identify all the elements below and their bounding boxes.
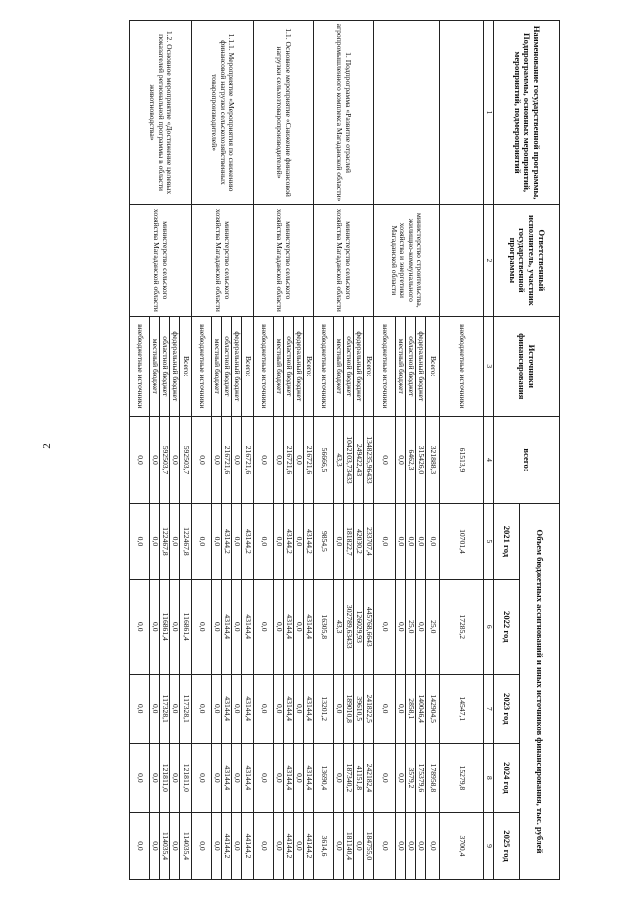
year-value: 0,0 [274, 743, 284, 812]
year-value: 241822,5 [364, 674, 374, 743]
year-value: 0,0 [192, 743, 212, 812]
funding-source: внебюджетные источники [192, 316, 212, 416]
year-value: 181140,4 [344, 812, 354, 879]
header-year: 2025 год [494, 812, 520, 879]
year-value: 0,0 [150, 579, 160, 674]
funding-source: Всего: [364, 316, 374, 416]
year-value: 142904,5 [426, 674, 440, 743]
year-value: 0,0 [274, 674, 284, 743]
year-value: 0,0 [170, 743, 180, 812]
total-value: 56666,5 [314, 417, 334, 504]
year-value: 0,0 [294, 579, 304, 674]
executor-name [440, 205, 484, 317]
year-value: 0,0 [416, 812, 426, 879]
funding-source: внебюджетные источники [314, 316, 334, 416]
year-value: 0,0 [374, 674, 396, 743]
year-value: 0,0 [254, 674, 274, 743]
col-number: 5 [484, 504, 494, 580]
year-value: 43144,4 [304, 579, 314, 674]
year-value: 126029,93 [354, 579, 364, 674]
executor-name: министерство сельского хозяйства Магаданской области [130, 205, 192, 317]
total-value: 321888,3 [426, 417, 440, 504]
total-value: 0,0 [294, 417, 304, 504]
year-value: 0,0 [170, 674, 180, 743]
year-value: 0,0 [334, 743, 344, 812]
year-value: 41151,8 [354, 743, 364, 812]
year-value: 0,0 [170, 504, 180, 580]
year-value: 0,0 [232, 743, 242, 812]
year-value: 181822,7 [344, 504, 354, 580]
header-volume: Объем бюджетных ассигнований и иных источников финансирования, тыс. рублей [520, 504, 560, 880]
rotated-table-wrapper [40, 20, 560, 880]
year-value: 0,0 [150, 674, 160, 743]
year-value: 13201,2 [314, 674, 334, 743]
year-value: 0,0 [212, 674, 222, 743]
year-value: 117328,1 [160, 674, 170, 743]
year-value: 445768,6643 [364, 579, 374, 674]
total-value: 216721,6 [222, 417, 232, 504]
table-row [426, 21, 440, 880]
program-name: 1.1.1. Мероприятие «Мероприятия по снижению финансовой нагрузки сельскохозяйственных товаропроизводителей» [192, 21, 254, 205]
funding-source: Всего: [304, 316, 314, 416]
year-value: 233707,4 [364, 504, 374, 580]
total-value: 0,0 [192, 417, 212, 504]
year-value: 0,0 [406, 504, 416, 580]
year-value: 43144,4 [284, 674, 294, 743]
year-value: 39610,5 [354, 674, 364, 743]
header-source: Источники финансирования [494, 316, 560, 416]
funding-source: местный бюджет [396, 316, 406, 416]
year-value: 0,0 [416, 579, 426, 674]
header-year: 2024 год [494, 743, 520, 812]
year-value: 302789,63433 [344, 579, 354, 674]
funding-source: федеральный бюджет [354, 316, 364, 416]
year-value: 0,0 [396, 743, 406, 812]
year-value: 43144,2 [284, 504, 294, 580]
year-value: 0,0 [274, 812, 284, 879]
year-value: 43144,2 [304, 504, 314, 580]
table-header [484, 21, 560, 880]
year-value: 0,0 [170, 579, 180, 674]
year-value: 0,0 [254, 504, 274, 580]
total-value: 1348235,96433 [364, 417, 374, 504]
total-value: 0,0 [274, 417, 284, 504]
year-value: 0,0 [212, 504, 222, 580]
year-value: 0,0 [374, 812, 396, 879]
year-value: 0,0 [130, 812, 150, 879]
year-value: 114035,4 [180, 812, 192, 879]
total-value: 315426,0 [416, 417, 426, 504]
year-value: 0,0 [334, 674, 344, 743]
funding-source: областной бюджет [222, 316, 232, 416]
year-value: 44144,2 [304, 812, 314, 879]
year-value: 0,0 [374, 504, 396, 580]
funding-source: федеральный бюджет [294, 316, 304, 416]
year-value: 0,0 [426, 504, 440, 580]
header-total: всего: [494, 417, 560, 504]
year-value: 0,0 [130, 743, 150, 812]
table-row [364, 21, 374, 880]
total-value: 6462,3 [406, 417, 416, 504]
year-value: 9854,5 [314, 504, 334, 580]
year-value: 122467,8 [180, 504, 192, 580]
year-value: 0,0 [374, 743, 396, 812]
header-executor: Ответственный исполнитель, участник государственной программы [494, 205, 560, 317]
year-value: 0,0 [192, 504, 212, 580]
funding-source: федеральный бюджет [170, 316, 180, 416]
year-value: 0,0 [396, 579, 406, 674]
year-value: 0,0 [232, 812, 242, 879]
executor-name: министерство сельского хозяйства Магаданской области [314, 205, 374, 317]
year-value: 0,0 [294, 743, 304, 812]
funding-source: Всего: [180, 316, 192, 416]
executor-name: министерство сельского хозяйства Магаданской области [254, 205, 314, 317]
year-value: 0,0 [192, 579, 212, 674]
year-value: 175379,6 [416, 743, 426, 812]
year-value: 0,0 [406, 812, 416, 879]
year-value: 16305,8 [314, 579, 334, 674]
table-row [440, 21, 484, 880]
col-number: 9 [484, 812, 494, 879]
executor-name: министерство строительства, жилищно-коммунального хозяйства и энергетики Магаданской области [374, 205, 440, 317]
year-value: 0,0 [254, 743, 274, 812]
year-value: 0,0 [396, 504, 406, 580]
year-value: 0,0 [334, 504, 344, 580]
year-value: 0,0 [294, 674, 304, 743]
total-value: 0,0 [212, 417, 222, 504]
program-name: 1.1. Основное мероприятие «Снижение финансовой нагрузки сельхозтоваропроизводителей» [254, 21, 314, 205]
funding-source: областной бюджет [284, 316, 294, 416]
year-value: 0,0 [192, 812, 212, 879]
total-value: 61513,9 [440, 417, 484, 504]
year-value: 0,0 [192, 674, 212, 743]
year-value: 0,0 [232, 674, 242, 743]
year-value: 0,0 [232, 504, 242, 580]
year-value: 117328,1 [180, 674, 192, 743]
program-name: 1.2. Основное мероприятие «Достижение целевых показателей региональной программы в области животноводства» [130, 21, 192, 205]
year-value: 44144,2 [284, 812, 294, 879]
year-value: 43144,2 [242, 504, 254, 580]
year-value: 0,0 [170, 812, 180, 879]
funding-source: Всего: [242, 316, 254, 416]
total-value: 592503,7 [160, 417, 170, 504]
total-value: 43,3 [334, 417, 344, 504]
year-value: 43144,4 [304, 674, 314, 743]
funding-source: федеральный бюджет [416, 316, 426, 416]
year-value: 0,0 [150, 812, 160, 879]
year-value: 0,0 [212, 743, 222, 812]
year-value: 0,0 [254, 579, 274, 674]
col-number: 4 [484, 417, 494, 504]
year-value: 0,0 [254, 812, 274, 879]
budget-table [129, 20, 560, 880]
year-value: 3579,2 [406, 743, 416, 812]
total-value: 216721,6 [304, 417, 314, 504]
year-value: 43144,4 [304, 743, 314, 812]
year-value: 0,0 [294, 812, 304, 879]
year-value: 0,0 [130, 579, 150, 674]
year-value: 0,0 [374, 579, 396, 674]
year-value: 178958,8 [426, 743, 440, 812]
year-value: 140046,4 [416, 674, 426, 743]
total-value: 0,0 [130, 417, 150, 504]
year-value: 116861,4 [160, 579, 170, 674]
year-value: 43144,4 [242, 743, 254, 812]
funding-source: местный бюджет [274, 316, 284, 416]
col-number: 1 [484, 21, 494, 205]
col-number: 6 [484, 579, 494, 674]
table-row [180, 21, 192, 880]
year-value: 43144,4 [222, 579, 232, 674]
total-value: 216721,6 [284, 417, 294, 504]
year-value: 43144,4 [284, 743, 294, 812]
year-value: 43144,4 [222, 743, 232, 812]
col-number: 2 [484, 205, 494, 317]
header-name: Наименование государственной программы, Подпрограммы, основных мероприятий, мероприятий, подмероприятий [494, 21, 560, 205]
total-value: 592503,7 [180, 417, 192, 504]
year-value: 15279,8 [440, 743, 484, 812]
year-value: 116861,4 [180, 579, 192, 674]
year-value: 0,0 [274, 504, 284, 580]
year-value: 0,0 [150, 504, 160, 580]
table-row [242, 21, 254, 880]
year-value: 0,0 [396, 812, 406, 879]
col-number: 8 [484, 743, 494, 812]
year-value: 3614,6 [314, 812, 334, 879]
year-value: 0,0 [212, 579, 222, 674]
funding-source: внебюджетные источники [374, 316, 396, 416]
table-body [130, 21, 484, 880]
total-value: 0,0 [170, 417, 180, 504]
funding-source: областной бюджет [344, 316, 354, 416]
total-value: 216721,6 [242, 417, 254, 504]
year-value: 0,0 [426, 812, 440, 879]
total-value: 249422,43 [354, 417, 364, 504]
total-value: 0,0 [232, 417, 242, 504]
funding-source: местный бюджет [212, 316, 222, 416]
year-value: 187340,2 [344, 743, 354, 812]
year-value: 17285,2 [440, 579, 484, 674]
year-value: 0,0 [396, 674, 406, 743]
year-value: 0,0 [232, 579, 242, 674]
year-value: 44144,2 [222, 812, 232, 879]
table-row [304, 21, 314, 880]
year-value: 43144,4 [242, 579, 254, 674]
year-value: 13690,4 [314, 743, 334, 812]
total-value: 0,0 [150, 417, 160, 504]
funding-source: внебюджетные источники [440, 316, 484, 416]
year-value: 2858,1 [406, 674, 416, 743]
header-year: 2023 год [494, 674, 520, 743]
funding-source: внебюджетные источники [254, 316, 274, 416]
year-value: 0,0 [274, 579, 284, 674]
year-value: 43,3 [334, 579, 344, 674]
col-number: 3 [484, 316, 494, 416]
year-value: 43144,4 [242, 674, 254, 743]
program-name [440, 21, 484, 205]
funding-source: федеральный бюджет [232, 316, 242, 416]
year-value: 14547,1 [440, 674, 484, 743]
year-value: 44144,2 [242, 812, 254, 879]
year-value: 242182,4 [364, 743, 374, 812]
funding-source: местный бюджет [334, 316, 344, 416]
year-value: 114035,4 [160, 812, 170, 879]
year-value: 184755,0 [364, 812, 374, 879]
year-value: 25,0 [406, 579, 416, 674]
executor-name: министерство сельского хозяйства Магаданской области [192, 205, 254, 317]
funding-source: Всего: [426, 316, 440, 416]
year-value: 0,0 [130, 674, 150, 743]
year-value: 121811,0 [160, 743, 170, 812]
header-year: 2021 год [494, 504, 520, 580]
year-value: 0,0 [130, 504, 150, 580]
total-value: 0,0 [396, 417, 406, 504]
page-number: 2 [40, 443, 53, 449]
year-value: 121811,0 [180, 743, 192, 812]
funding-source: областной бюджет [160, 316, 170, 416]
year-value: 43144,2 [222, 504, 232, 580]
year-value: 43144,4 [284, 579, 294, 674]
year-value: 189010,8 [344, 674, 354, 743]
funding-source: областной бюджет [406, 316, 416, 416]
program-name: 1. Подпрограмма «Развитие отраслей агропромышленного комплекса Магаданской области» [314, 21, 374, 205]
year-value: 0,0 [212, 812, 222, 879]
year-value: 0,0 [294, 504, 304, 580]
funding-source: внебюджетные источники [130, 316, 150, 416]
year-value: 3700,4 [440, 812, 484, 879]
total-value: 0,0 [374, 417, 396, 504]
year-value: 0,0 [334, 812, 344, 879]
year-value: 0,0 [416, 504, 426, 580]
col-number: 7 [484, 674, 494, 743]
year-value: 42030,2 [354, 504, 364, 580]
year-value: 122467,8 [160, 504, 170, 580]
year-value: 25,0 [426, 579, 440, 674]
year-value: 43144,4 [222, 674, 232, 743]
program-name [374, 21, 440, 205]
header-year: 2022 год [494, 579, 520, 674]
total-value: 0,0 [254, 417, 274, 504]
year-value: 0,0 [354, 812, 364, 879]
total-value: 1042103,73433 [344, 417, 354, 504]
funding-source: местный бюджет [150, 316, 160, 416]
year-value: 10701,4 [440, 504, 484, 580]
year-value: 0,0 [150, 743, 160, 812]
